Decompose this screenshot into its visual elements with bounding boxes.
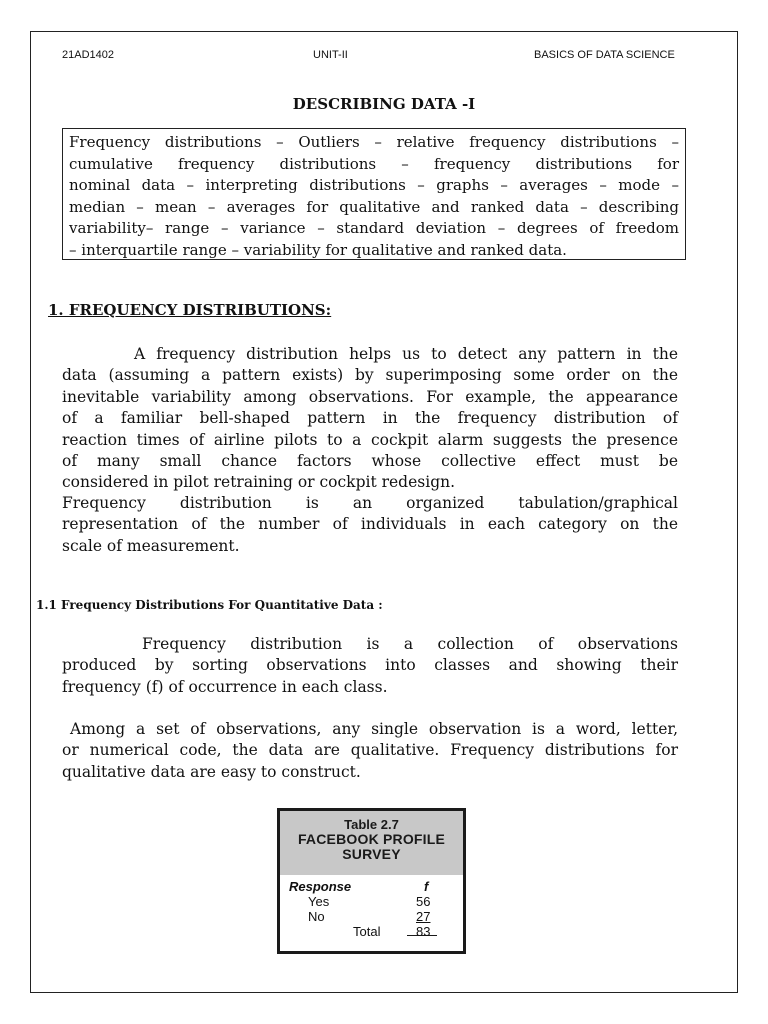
column-header-response: Response bbox=[289, 879, 352, 894]
subject-label: BASICS OF DATA SCIENCE bbox=[534, 49, 675, 61]
summary-line: nominal data – interpreting distributions – graphs – averages – mode – bbox=[69, 176, 679, 194]
summary-box bbox=[62, 128, 686, 260]
page-title: DESCRIBING DATA -I bbox=[292, 95, 476, 113]
table-row-label: Yes bbox=[308, 894, 330, 909]
frequency-table bbox=[277, 808, 466, 954]
summary-line: variability– range – variance – standard deviation – degrees of freedom bbox=[69, 219, 679, 237]
section1-1-paragraph-1 bbox=[62, 634, 678, 698]
section-heading-1-1: 1.1 Frequency Distributions For Quantitative Data : bbox=[36, 598, 383, 612]
paragraph-line: Frequency distribution is a collection of observations bbox=[142, 635, 678, 653]
section-heading-1: 1. FREQUENCY DISTRIBUTIONS: bbox=[48, 301, 332, 319]
paragraph-line: of many small chance factors whose collective effect must be bbox=[62, 452, 678, 471]
paragraph-line: or numerical code, the data are qualitative. Frequency distributions for bbox=[62, 741, 678, 760]
paragraph-line: qualitative data are easy to construct. bbox=[62, 762, 361, 781]
paragraph-line: reaction times of airline pilots to a cockpit alarm suggests the presence bbox=[62, 430, 678, 449]
course-code: 21AD1402 bbox=[62, 49, 114, 61]
summary-line: – interquartile range – variability for qualitative and ranked data. bbox=[69, 240, 567, 259]
table-title-line-1: FACEBOOK PROFILE bbox=[297, 831, 446, 847]
paragraph-line: produced by sorting observations into classes and showing their bbox=[62, 656, 678, 675]
paragraph-line: A frequency distribution helps us to detect any pattern in the bbox=[134, 345, 678, 363]
paragraph-line: of a familiar bell-shaped pattern in the frequency distribution of bbox=[62, 409, 678, 428]
section1-1-paragraph-2 bbox=[62, 719, 678, 783]
table-number: Table 2.7 bbox=[344, 817, 399, 832]
total-label: Total bbox=[353, 924, 381, 939]
unit-label: UNIT-II bbox=[313, 49, 348, 61]
paragraph-line: Among a set of observations, any single observation is a word, letter, bbox=[70, 720, 678, 738]
section1-paragraph-2 bbox=[62, 493, 678, 557]
table-title-line-2: SURVEY bbox=[342, 846, 401, 862]
paragraph-line: representation of the number of individuals in each category on the bbox=[62, 515, 678, 534]
paragraph-line: frequency (f) of occurrence in each class. bbox=[62, 677, 388, 696]
paragraph-line: data (assuming a pattern exists) by superimposing some order on the bbox=[62, 366, 678, 385]
table-caption bbox=[280, 811, 463, 875]
total-value: 83 bbox=[416, 924, 431, 939]
paragraph-line: Frequency distribution is an organized tabulation/graphical bbox=[62, 494, 678, 512]
paragraph-line: scale of measurement. bbox=[62, 536, 240, 555]
table-row-label: No bbox=[308, 909, 325, 924]
table-row-value: 27 bbox=[416, 909, 431, 924]
summary-line: Frequency distributions – Outliers – relative frequency distributions – bbox=[69, 133, 679, 151]
paragraph-line: considered in pilot retraining or cockpit redesign. bbox=[62, 473, 456, 492]
table-row-value: 56 bbox=[416, 894, 431, 909]
summary-line: cumulative frequency distributions – frequency distributions for bbox=[69, 154, 679, 173]
paragraph-line: inevitable variability among observations. For example, the appearance bbox=[62, 387, 678, 406]
section1-paragraph-1 bbox=[62, 344, 678, 494]
summary-line: median – mean – averages for qualitative and ranked data – describing bbox=[69, 197, 679, 216]
column-header-f: f bbox=[424, 879, 429, 894]
